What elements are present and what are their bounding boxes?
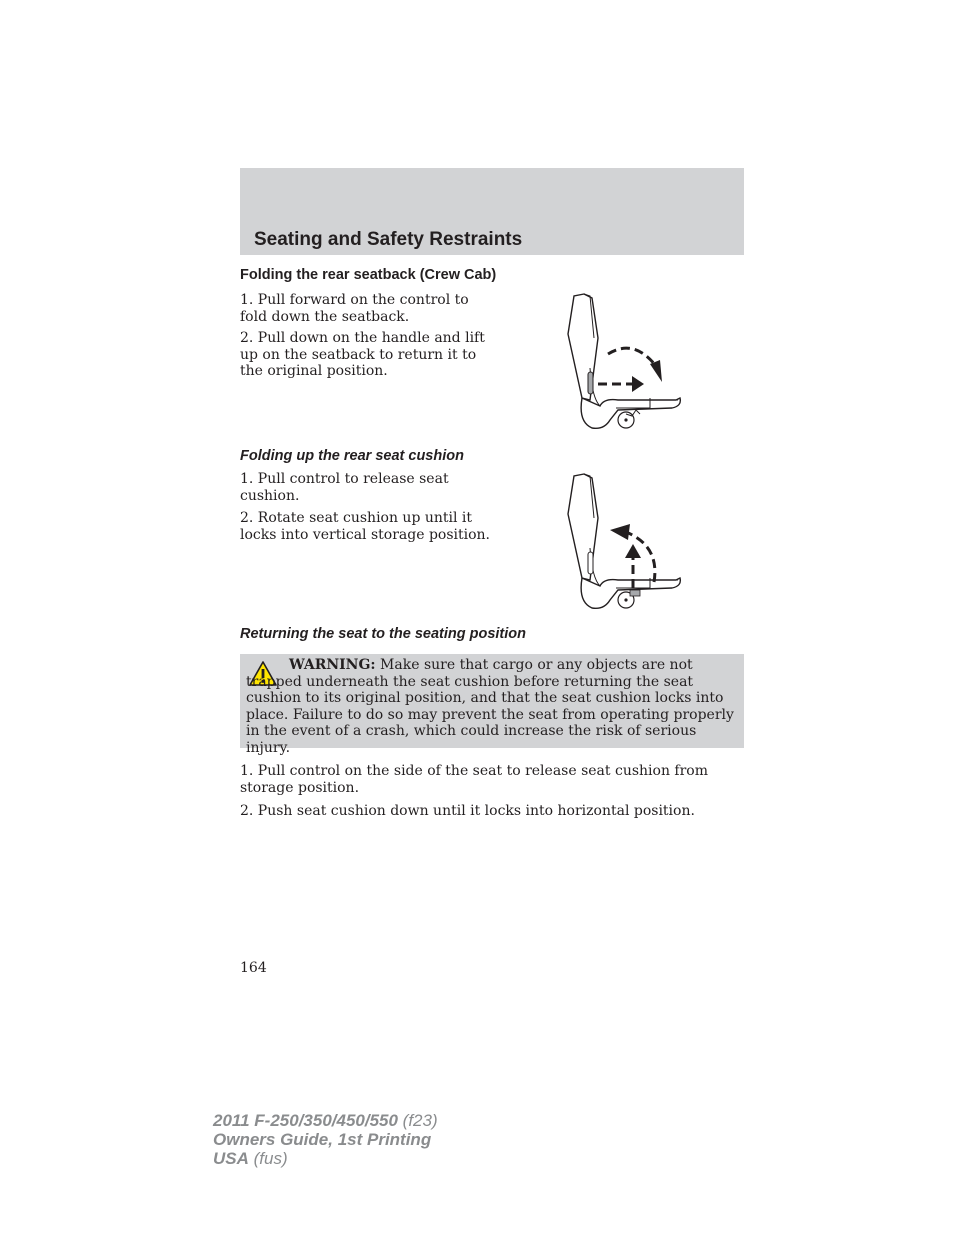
footer-line-1 bbox=[213, 1111, 438, 1130]
document-footer bbox=[213, 1111, 438, 1168]
step-1-return-seat: 1. Pull control on the side of the seat to release seat cushion from storage position. bbox=[240, 763, 708, 796]
footer-market-code: (fus) bbox=[248, 1149, 288, 1168]
footer-model: 2011 F-250/350/450/550 bbox=[213, 1111, 398, 1130]
footer-market: USA bbox=[213, 1149, 249, 1168]
warning-box bbox=[240, 654, 744, 756]
step-2-return-seat: 2. Push seat cushion down until it locks into horizontal position. bbox=[240, 803, 695, 819]
heading-fold-seatback: Folding the rear seatback (Crew Cab) bbox=[240, 267, 497, 283]
warning-label: WARNING: bbox=[289, 657, 376, 673]
seat-cushion-fold-illustration bbox=[560, 470, 690, 612]
footer-line-3 bbox=[213, 1149, 438, 1168]
step-2-fold-seatback: 2. Pull down on the handle and lift up on the seatback to return it to the original position. bbox=[240, 330, 485, 379]
section-title: Seating and Safety Restraints bbox=[254, 229, 523, 250]
heading-return-seat: Returning the seat to the seating position bbox=[240, 626, 526, 642]
seatback-fold-illustration bbox=[560, 290, 690, 432]
step-1-fold-seatback: 1. Pull forward on the control to fold down the seatback. bbox=[240, 292, 469, 325]
step-2-fold-cushion: 2. Rotate seat cushion up until it locks into vertical storage position. bbox=[240, 510, 490, 543]
footer-line-2: Owners Guide, 1st Printing bbox=[213, 1130, 432, 1149]
section-header-band bbox=[240, 168, 744, 255]
warning-text bbox=[246, 657, 738, 756]
page-number: 164 bbox=[240, 960, 267, 976]
footer-model-code: (f23) bbox=[397, 1111, 438, 1130]
heading-fold-cushion: Folding up the rear seat cushion bbox=[240, 448, 464, 464]
step-1-fold-cushion: 1. Pull control to release seat cushion. bbox=[240, 471, 449, 504]
warning-body: Make sure that cargo or any objects are not trapped underneath the seat cushion before returning the seat cushion to its original position, and that the seat cushion locks into place. Failure to do so may prevent the seat from operating properly in the event of a crash, which could increase the risk of serious injury. bbox=[246, 657, 734, 756]
